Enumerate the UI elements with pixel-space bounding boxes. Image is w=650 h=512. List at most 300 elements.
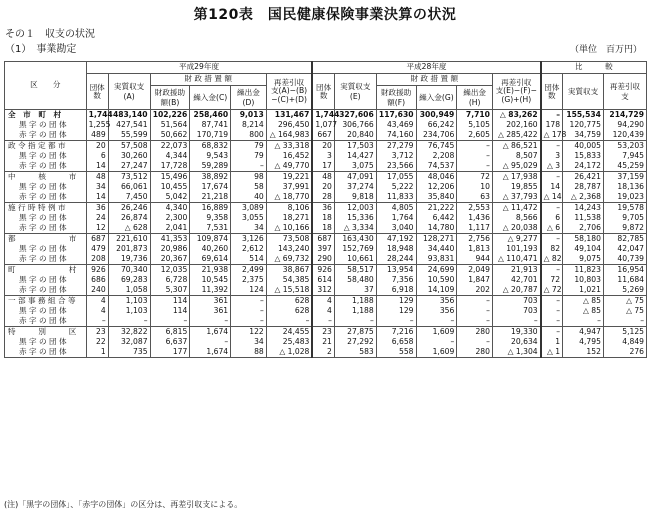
table-cell: 280 <box>457 327 493 338</box>
table-cell: 34,440 <box>416 244 457 254</box>
table-cell: △ 1,028 <box>266 347 312 358</box>
table-cell: 7,356 <box>376 275 416 285</box>
table-cell: 10,661 <box>334 254 376 265</box>
table-cell: 16,954 <box>603 265 646 276</box>
table-cell: 177 <box>150 347 190 358</box>
table-cell: 201,873 <box>108 244 150 254</box>
table-cell: 16,452 <box>266 151 312 161</box>
table-cell: 686 <box>86 275 108 285</box>
table-cell: – <box>541 141 563 152</box>
table-cell: 1,609 <box>416 327 457 338</box>
table-cell: 143,240 <box>266 244 312 254</box>
table-cell: △ 9,277 <box>492 234 540 245</box>
header-aid-a: 財政援助額(B) <box>150 86 190 110</box>
table-cell: 4,849 <box>603 337 646 347</box>
table-cell: – <box>457 316 493 327</box>
table-cell: △ 33,318 <box>266 141 312 152</box>
table-cell: 24,455 <box>266 327 312 338</box>
table-cell: 15,833 <box>563 151 604 161</box>
table-row <box>5 275 647 285</box>
table-cell: 483,140 <box>108 110 150 121</box>
table-cell: 9,013 <box>231 110 267 121</box>
table-cell: 53,203 <box>603 141 646 152</box>
table-cell: 1,764 <box>376 213 416 223</box>
table-cell: △ 164,983 <box>266 130 312 141</box>
header-fiscal-a: 財 政 措 置 額 <box>150 74 266 86</box>
table-cell: 178 <box>541 120 563 130</box>
table-cell: 94,290 <box>603 120 646 130</box>
table-cell: 69,283 <box>108 275 150 285</box>
table-cell: 11,392 <box>190 285 231 296</box>
table-cell: 6,815 <box>150 327 190 338</box>
table-cell: 10 <box>457 182 493 192</box>
table-cell: 128,271 <box>416 234 457 245</box>
table-cell: 3 <box>541 151 563 161</box>
table-cell: 926 <box>312 265 334 276</box>
table-cell: 34 <box>231 337 267 347</box>
table-cell: – <box>603 316 646 327</box>
table-cell: 12,003 <box>334 203 376 214</box>
table-cell: 202 <box>457 285 493 296</box>
table-cell: 356 <box>416 296 457 307</box>
table-cell: 2,499 <box>231 265 267 276</box>
table-cell: 9,872 <box>603 223 646 234</box>
table-cell: – <box>541 234 563 245</box>
table-cell: △ 3 <box>541 161 563 172</box>
table-cell: 7,531 <box>190 223 231 234</box>
table-cell: 82,785 <box>603 234 646 245</box>
table-row-category <box>5 141 647 152</box>
table-cell: 17,728 <box>150 161 190 172</box>
table-cell: 129 <box>376 296 416 307</box>
table-cell: 88 <box>231 347 267 358</box>
table-cell: △ 15,518 <box>266 285 312 296</box>
table-cell: 3 <box>312 151 334 161</box>
page-title: 第120表 国民健康保険事業決算の状況 <box>193 7 457 23</box>
table-cell: 5,105 <box>457 120 493 130</box>
table-cell: 10,803 <box>563 275 604 285</box>
table-cell: 36 <box>86 203 108 214</box>
table-cell: 9,543 <box>190 151 231 161</box>
table-cell: 15,496 <box>150 172 190 183</box>
table-row-category <box>5 265 647 276</box>
table-cell: 18 <box>312 223 334 234</box>
table-cell: 21 <box>312 337 334 347</box>
table-cell: 208 <box>86 254 108 265</box>
table-cell: 7,450 <box>108 192 150 203</box>
table-cell: 2,553 <box>457 203 493 214</box>
table-cell: 20,367 <box>150 254 190 265</box>
table-cell: 5,042 <box>150 192 190 203</box>
table-cell: △ 20,038 <box>492 223 540 234</box>
section-title: その１ 収支の状況 <box>5 29 95 40</box>
table-row <box>5 120 647 130</box>
table-cell: 306,766 <box>334 120 376 130</box>
table-cell: 2,612 <box>231 244 267 254</box>
table-cell: 48 <box>86 172 108 183</box>
header-rebal-a: 再差引収 支(A)−(B)−(C)+(D) <box>266 74 312 110</box>
table-cell: 47,091 <box>334 172 376 183</box>
row-label: 黒 字 の 団 体 <box>5 120 87 130</box>
table-cell: 4,795 <box>563 337 604 347</box>
table-cell: – <box>492 316 540 327</box>
table-cell: 17,055 <box>376 172 416 183</box>
table-cell: 12,206 <box>416 182 457 192</box>
table-cell: 10,590 <box>416 275 457 285</box>
table-cell: 5,125 <box>603 327 646 338</box>
row-label: 黒 字 の 団 体 <box>5 244 87 254</box>
table-cell: 1,674 <box>190 327 231 338</box>
table-row <box>5 306 647 316</box>
table-cell: △ 10,166 <box>266 223 312 234</box>
table-cell: 38,892 <box>190 172 231 183</box>
table-cell: 43,469 <box>376 120 416 130</box>
table-cell: 20,840 <box>334 130 376 141</box>
table-cell: 98 <box>231 172 267 183</box>
table-cell: 1,744 <box>312 110 334 121</box>
table-cell: △ 178 <box>541 130 563 141</box>
table-cell: 14 <box>541 182 563 192</box>
table-cell: 21,222 <box>416 203 457 214</box>
table-cell: 583 <box>334 347 376 358</box>
table-cell: 21,218 <box>190 192 231 203</box>
table-cell: – <box>86 316 108 327</box>
table-cell: △ 69,732 <box>266 254 312 265</box>
table-row <box>5 254 647 265</box>
table-row <box>5 347 647 358</box>
table-cell: 45,259 <box>603 161 646 172</box>
table-cell: 2,041 <box>150 223 190 234</box>
table-cell: 17,674 <box>190 182 231 192</box>
table-cell: 82 <box>541 244 563 254</box>
table-cell: 14,243 <box>563 203 604 214</box>
table-cell: 3,089 <box>231 203 267 214</box>
table-cell: 427,541 <box>108 120 150 130</box>
table-cell: – <box>231 306 267 316</box>
table-cell: 23,566 <box>376 161 416 172</box>
table-cell: △ 86,521 <box>492 141 540 152</box>
table-cell: 101,193 <box>492 244 540 254</box>
table-cell: △ 72 <box>541 285 563 296</box>
header-fy29: 平成29年度 <box>86 62 312 74</box>
table-cell: 1,117 <box>457 223 493 234</box>
table-cell: 28,244 <box>376 254 416 265</box>
table-cell: 4 <box>86 306 108 316</box>
table-cell: 25,483 <box>266 337 312 347</box>
table-cell: 37,991 <box>266 182 312 192</box>
table-cell: 3,055 <box>231 213 267 223</box>
table-cell: 2,208 <box>416 151 457 161</box>
table-cell: △ 75 <box>603 296 646 307</box>
table-cell: △ 85 <box>563 296 604 307</box>
table-cell: 37,274 <box>334 182 376 192</box>
table-cell: – <box>541 110 563 121</box>
table-cell: 5,269 <box>603 285 646 296</box>
table-cell: – <box>416 337 457 347</box>
table-cell: 6,637 <box>150 337 190 347</box>
table-cell: 47,192 <box>376 234 416 245</box>
table-cell: 687 <box>86 234 108 245</box>
table-cell: 11,833 <box>376 192 416 203</box>
table-cell: 735 <box>108 347 150 358</box>
table-cell: 42,701 <box>492 275 540 285</box>
table-cell: – <box>541 172 563 183</box>
table-cell: 27,279 <box>376 141 416 152</box>
table-cell: 628 <box>266 296 312 307</box>
table-cell: 57,508 <box>108 141 150 152</box>
table-cell: 36 <box>312 203 334 214</box>
table-cell: 17,503 <box>334 141 376 152</box>
table-cell: – <box>312 316 334 327</box>
table-cell: 55,599 <box>108 130 150 141</box>
table-cell: 296,450 <box>266 120 312 130</box>
table-cell: △ 285,422 <box>492 130 540 141</box>
table-cell: 72 <box>457 172 493 183</box>
table-cell: 38,867 <box>266 265 312 276</box>
header-groups-e: 団体数 <box>312 74 334 110</box>
footnote: (注)「黒字の団体」、「赤字の団体」の区分は、再差引収支による。 <box>4 500 243 509</box>
table-cell: 558 <box>376 347 416 358</box>
table-cell: 10,545 <box>190 275 231 285</box>
table-cell: 800 <box>231 130 267 141</box>
table-cell: 22,073 <box>150 141 190 152</box>
table-cell: 7,945 <box>603 151 646 161</box>
table-cell: 34 <box>86 182 108 192</box>
table-cell: 1,609 <box>416 347 457 358</box>
table-cell: – <box>376 316 416 327</box>
table-row <box>5 213 647 223</box>
table-cell: △ 1 <box>541 347 563 358</box>
table-row <box>5 285 647 296</box>
table-cell: 32,087 <box>108 337 150 347</box>
table-cell: 14,780 <box>416 223 457 234</box>
header-comparison: 比 較 <box>541 62 647 74</box>
table-cell: 24,699 <box>416 265 457 276</box>
table-cell: 49,104 <box>563 244 604 254</box>
table-cell: 1,188 <box>334 306 376 316</box>
table-cell: – <box>150 316 190 327</box>
row-label: 赤 字 の 団 体 <box>5 285 87 296</box>
table-cell: 22 <box>86 337 108 347</box>
table-cell: △ 49,770 <box>266 161 312 172</box>
table-cell: 397 <box>312 244 334 254</box>
table-row <box>5 223 647 234</box>
table-cell: – <box>231 316 267 327</box>
table-cell: 4,947 <box>563 327 604 338</box>
row-label: 赤 字 の 団 体 <box>5 161 87 172</box>
table-cell: 280 <box>457 347 493 358</box>
table-cell: 2,049 <box>457 265 493 276</box>
table-row-category <box>5 234 647 245</box>
table-cell: 73,508 <box>266 234 312 245</box>
table-cell: – <box>457 296 493 307</box>
header-transfer-out-e: 繰出金(H) <box>457 86 493 110</box>
table-cell: 19,736 <box>108 254 150 265</box>
table-cell: 6,728 <box>150 275 190 285</box>
row-label: 町 村 <box>5 265 87 276</box>
table-cell: 18,271 <box>266 213 312 223</box>
table-cell: 1,847 <box>457 275 493 285</box>
table-cell: 28 <box>312 192 334 203</box>
row-label: 赤 字 の 団 体 <box>5 316 87 327</box>
header-fiscal-e: 財 政 措 置 額 <box>376 74 492 86</box>
table-cell: △ 628 <box>108 223 150 234</box>
table-cell: 102,226 <box>150 110 190 121</box>
table-cell: 1,744 <box>86 110 108 121</box>
table-cell: △ 2,368 <box>563 192 604 203</box>
table-row <box>5 337 647 347</box>
table-cell: 19,578 <box>603 203 646 214</box>
table-cell: 27,247 <box>108 161 150 172</box>
table-cell: – <box>457 306 493 316</box>
table-cell: 63 <box>457 192 493 203</box>
table-row-category <box>5 172 647 183</box>
table-row <box>5 316 647 327</box>
table-cell: 27,292 <box>334 337 376 347</box>
header-groups-a: 団体数 <box>86 74 108 110</box>
table-cell: △ 82 <box>541 254 563 265</box>
table-cell: 27,875 <box>334 327 376 338</box>
table-cell: 26,246 <box>108 203 150 214</box>
row-label: 赤 字 の 団 体 <box>5 347 87 358</box>
table-cell: – <box>541 306 563 316</box>
table-cell: 54,385 <box>266 275 312 285</box>
table-cell: 614 <box>312 275 334 285</box>
table-cell: △ 14 <box>541 192 563 203</box>
table-cell: 2,605 <box>457 130 493 141</box>
table-cell: – <box>108 316 150 327</box>
table-cell: 4 <box>312 296 334 307</box>
settlement-table <box>4 61 647 358</box>
row-label: 政 令 指 定 都 市 <box>5 141 87 152</box>
table-cell: 15,336 <box>334 213 376 223</box>
table-cell: 1,255 <box>86 120 108 130</box>
table-cell: 312 <box>312 285 334 296</box>
table-cell: 58 <box>231 182 267 192</box>
table-cell: – <box>190 316 231 327</box>
table-cell: 120,775 <box>563 120 604 130</box>
table-cell: 1,436 <box>457 213 493 223</box>
table-cell: 20 <box>312 141 334 152</box>
table-cell: 28,787 <box>563 182 604 192</box>
table-cell: 18 <box>312 213 334 223</box>
table-cell: 5,222 <box>376 182 416 192</box>
table-cell: 6,918 <box>376 285 416 296</box>
table-cell: 66,061 <box>108 182 150 192</box>
table-cell: 356 <box>416 306 457 316</box>
table-cell: 8,106 <box>266 203 312 214</box>
table-row <box>5 151 647 161</box>
table-cell: 170,719 <box>190 130 231 141</box>
table-cell: – <box>541 316 563 327</box>
table-cell: – <box>457 151 493 161</box>
table-cell: 50,662 <box>150 130 190 141</box>
table-body <box>5 110 647 358</box>
table-cell: 26,421 <box>563 172 604 183</box>
table-cell: 117,630 <box>376 110 416 121</box>
header-area: 区 分 <box>5 62 87 110</box>
table-cell: 234,706 <box>416 130 457 141</box>
table-cell: 290 <box>312 254 334 265</box>
table-cell: △ 110,471 <box>492 254 540 265</box>
table-cell: 687 <box>312 234 334 245</box>
table-cell: 10,455 <box>150 182 190 192</box>
table-row <box>5 192 647 203</box>
table-cell: 37 <box>334 285 376 296</box>
table-cell: 34 <box>231 223 267 234</box>
table-cell: 79 <box>231 151 267 161</box>
table-cell: △ 6 <box>541 223 563 234</box>
table-cell: 12 <box>86 223 108 234</box>
table-cell: △ 11,472 <box>492 203 540 214</box>
table-cell: – <box>457 337 493 347</box>
table-row <box>5 182 647 192</box>
table-cell: – <box>541 203 563 214</box>
table-cell: 58,480 <box>334 275 376 285</box>
table-cell: 11,823 <box>563 265 604 276</box>
table-cell: 5,307 <box>150 285 190 296</box>
table-cell: 9,705 <box>603 213 646 223</box>
table-cell: 48,046 <box>416 172 457 183</box>
row-label: 黒 字 の 団 体 <box>5 182 87 192</box>
row-label: 全 市 町 村 <box>5 110 87 121</box>
table-cell: 7,710 <box>457 110 493 121</box>
table-cell: 6 <box>541 213 563 223</box>
table-cell: – <box>416 316 457 327</box>
table-cell: 23 <box>312 327 334 338</box>
table-cell: 3,040 <box>376 223 416 234</box>
table-cell: △ 83,262 <box>492 110 540 121</box>
table-cell: △ 37,793 <box>492 192 540 203</box>
table-row-category <box>5 296 647 307</box>
table-cell: 51,564 <box>150 120 190 130</box>
table-cell: 19,855 <box>492 182 540 192</box>
table-cell: 40,739 <box>603 254 646 265</box>
table-cell: 79 <box>231 141 267 152</box>
table-cell: 114 <box>150 306 190 316</box>
table-cell: 24,172 <box>563 161 604 172</box>
table-cell: 489 <box>86 130 108 141</box>
table-cell: 124 <box>231 285 267 296</box>
table-cell: △ 1,304 <box>492 347 540 358</box>
table-cell: △ 20,787 <box>492 285 540 296</box>
table-cell: 9,075 <box>563 254 604 265</box>
header-aid-e: 財政援助額(F) <box>376 86 416 110</box>
table-cell: 69,614 <box>190 254 231 265</box>
table-cell: 114 <box>150 296 190 307</box>
table-cell: 109,874 <box>190 234 231 245</box>
table-cell: 41,353 <box>150 234 190 245</box>
table-cell: 42,047 <box>603 244 646 254</box>
table-cell: 74,537 <box>416 161 457 172</box>
table-cell: 4 <box>312 306 334 316</box>
table-row-category <box>5 203 647 214</box>
row-label: 赤 字 の 団 体 <box>5 130 87 141</box>
unit-label: （単位 百万円） <box>569 45 642 55</box>
table-cell: 479 <box>86 244 108 254</box>
table-cell: 4 <box>86 296 108 307</box>
table-cell: 14,109 <box>416 285 457 296</box>
table-cell: 70,340 <box>108 265 150 276</box>
table-cell: 21,913 <box>492 265 540 276</box>
table-cell: 14 <box>86 161 108 172</box>
table-cell: – <box>541 296 563 307</box>
table-cell: 24 <box>86 213 108 223</box>
table-cell: 1,103 <box>108 296 150 307</box>
table-cell: 16,889 <box>190 203 231 214</box>
table-cell: 40 <box>231 192 267 203</box>
header-cmp-actual: 実質収支 <box>563 74 604 110</box>
